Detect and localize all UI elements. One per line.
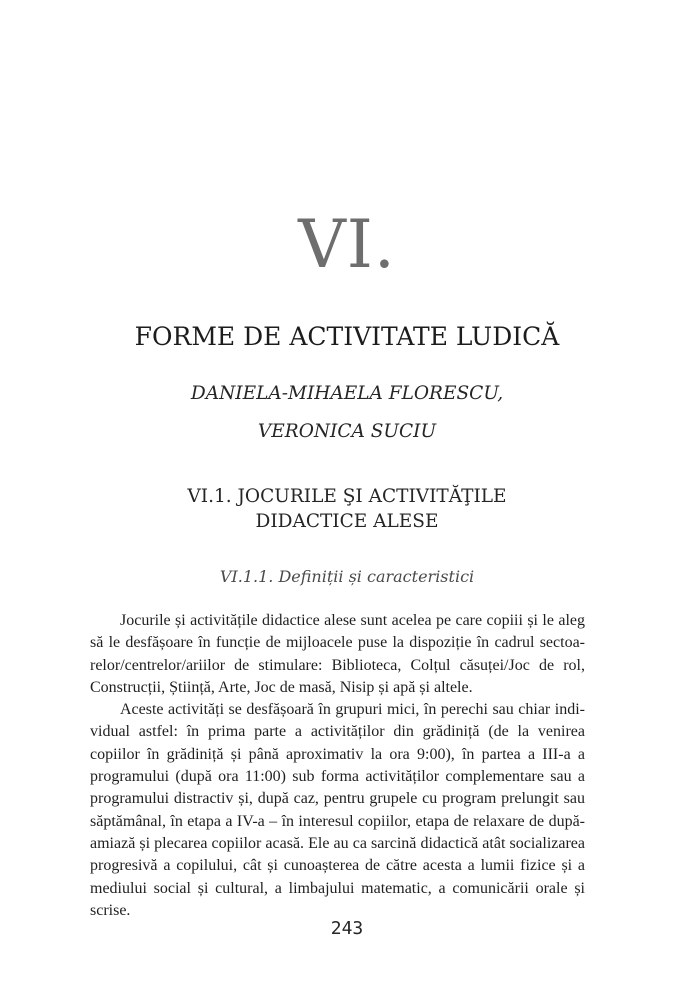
chapter-number: VI. — [298, 206, 396, 283]
section-title-line: VI.1. JOCURILE ŞI ACTIVITĂŢILE — [187, 486, 507, 507]
author-name: VERONICA SUCIU — [257, 421, 437, 442]
chapter-title: FORME DE ACTIVITATE LUDICĂ — [134, 322, 560, 351]
paragraph: Aceste activități se desfășoară în grupuri mici, în perechi sau chiar individual astfel: în prima parte a activităților din grădiniță (de la venirea copiilor în grădiniță și până aproximativ la ora 9:00), în partea a III-a a programului (după ora 11:00) sub forma activităților complementare sau a programului distractiv și, după caz, pentru grupele cu program prelungit sau săptămânal, în etapa a IV-a – în interesul copiilor, etapa de relaxare de după-amiază și plecarea copiilor acasă. Ele au ca sarcină didactică atât socializarea progresivă a copilului, cât și cunoașterea de către acesta a lumii fizice și a mediului social și cultural, a limbajului matematic, a comunicării orale și scrise. — [90, 701, 585, 919]
section-title-line: DIDACTICE ALESE — [255, 511, 439, 532]
body-text — [90, 610, 585, 922]
section-title — [0, 484, 694, 534]
subsection-title: VI.1.1. Definiții și caracteristici — [219, 567, 475, 586]
page-number: 243 — [330, 918, 364, 939]
paragraph: Jocurile și activitățile didactice alese sunt acelea pe care copiii și le aleg să le desfășoare în funcție de mijloacele puse la dispoziție în cadrul sectoarelor/centrelor/ariilor de stimulare: Biblioteca, Colțul căsuței/Joc de rol, Construcții, Știință, Arte, Joc de masă, Nisip și apă și altele. — [90, 612, 585, 696]
author-name: DANIELA-MIHAELA FLORESCU, — [190, 383, 504, 404]
